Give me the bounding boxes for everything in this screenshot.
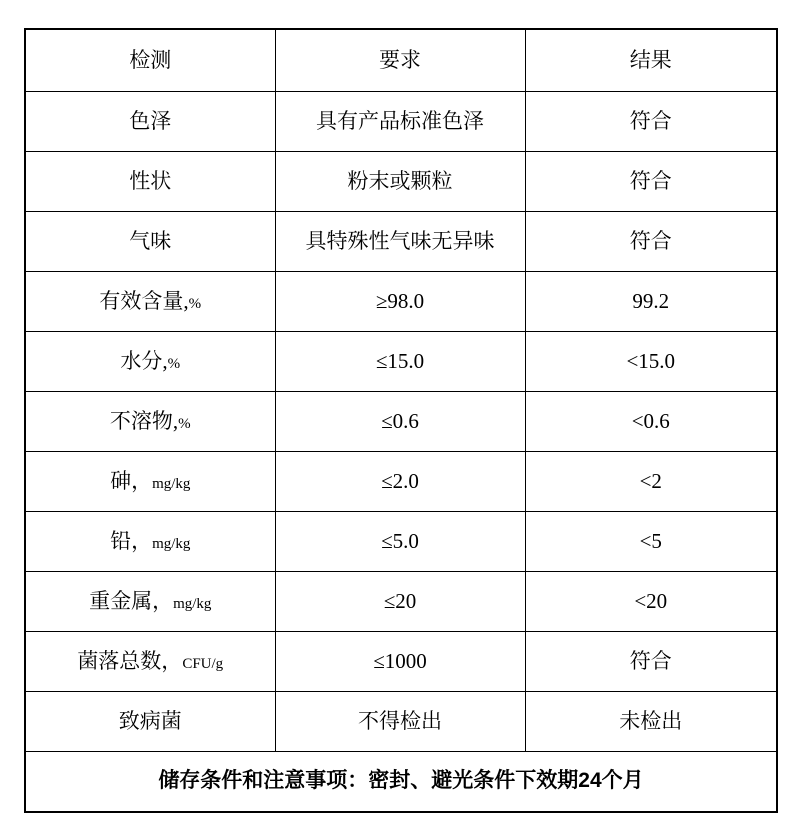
item-unit: % xyxy=(167,356,181,373)
table-row xyxy=(25,152,777,212)
cell-requirement: ≤5.0 xyxy=(275,512,525,572)
cell-requirement: 不得检出 xyxy=(275,692,525,752)
cell-item xyxy=(25,152,275,212)
item-label: 铅， xyxy=(110,529,153,554)
cell-requirement: ≤0.6 xyxy=(275,392,525,452)
cell-requirement: 具有产品标准色泽 xyxy=(275,92,525,152)
cell-result: 符合 xyxy=(525,632,777,692)
cell-result: 未检出 xyxy=(525,692,777,752)
cell-item xyxy=(25,92,275,152)
cell-result: <2 xyxy=(525,452,777,512)
cell-item xyxy=(25,692,275,752)
cell-item xyxy=(25,392,275,452)
item-label: 致病菌 xyxy=(118,709,182,734)
cell-result: <0.6 xyxy=(525,392,777,452)
table-row xyxy=(25,452,777,512)
item-unit: mg/kg xyxy=(152,476,191,493)
column-header-result: 结果 xyxy=(525,29,777,92)
table-header-row xyxy=(25,29,777,92)
cell-requirement: 粉末或颗粒 xyxy=(275,152,525,212)
cell-requirement: ≥98.0 xyxy=(275,272,525,332)
item-label: 性状 xyxy=(129,169,172,194)
cell-item xyxy=(25,332,275,392)
cell-result: <5 xyxy=(525,512,777,572)
cell-item xyxy=(25,272,275,332)
cell-result: <15.0 xyxy=(525,332,777,392)
cell-result: <20 xyxy=(525,572,777,632)
cell-result: 符合 xyxy=(525,212,777,272)
table-body xyxy=(25,29,777,812)
table-row xyxy=(25,392,777,452)
storage-note-row xyxy=(25,752,777,813)
item-unit: % xyxy=(178,416,191,433)
cell-requirement: ≤1000 xyxy=(275,632,525,692)
table-row xyxy=(25,692,777,752)
item-label: 气味 xyxy=(129,229,172,254)
item-unit: CFU/g xyxy=(182,656,224,673)
cell-result: 99.2 xyxy=(525,272,777,332)
cell-result: 符合 xyxy=(525,92,777,152)
table-row xyxy=(25,212,777,272)
table-row xyxy=(25,92,777,152)
cell-item xyxy=(25,452,275,512)
item-label: 重金属， xyxy=(89,589,174,614)
item-label: 菌落总数， xyxy=(77,649,183,674)
cell-result: 符合 xyxy=(525,152,777,212)
table-row xyxy=(25,512,777,572)
cell-requirement: 具特殊性气味无异味 xyxy=(275,212,525,272)
cell-item xyxy=(25,632,275,692)
table-row xyxy=(25,332,777,392)
item-label: 砷， xyxy=(110,469,153,494)
cell-item xyxy=(25,572,275,632)
cell-item xyxy=(25,512,275,572)
cell-requirement: ≤2.0 xyxy=(275,452,525,512)
column-header-requirement: 要求 xyxy=(275,29,525,92)
storage-note: 储存条件和注意事项：密封、避光条件下效期24个月 xyxy=(25,752,777,813)
item-label: 不溶物, xyxy=(109,409,179,434)
cell-item xyxy=(25,212,275,272)
column-header-item: 检测 xyxy=(25,29,275,92)
item-unit: % xyxy=(188,296,202,313)
table-row xyxy=(25,632,777,692)
item-unit: mg/kg xyxy=(173,596,212,613)
cell-requirement: ≤15.0 xyxy=(275,332,525,392)
table-row xyxy=(25,272,777,332)
table-row xyxy=(25,572,777,632)
specification-table xyxy=(24,28,778,813)
item-label: 有效含量, xyxy=(99,289,189,314)
item-label: 色泽 xyxy=(129,109,172,134)
item-label: 水分, xyxy=(120,349,168,374)
item-unit: mg/kg xyxy=(152,536,191,553)
cell-requirement: ≤20 xyxy=(275,572,525,632)
